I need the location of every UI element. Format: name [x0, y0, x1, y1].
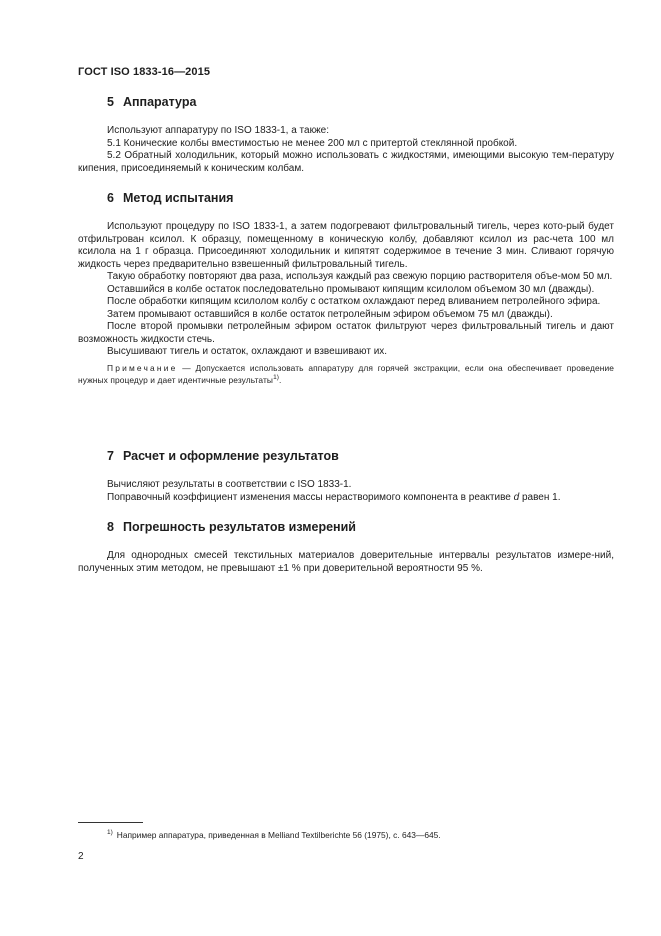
paragraph: Используют аппаратуру по ISO 1833-1, а также:: [107, 125, 329, 136]
paragraph: Используют процедуру по ISO 1833-1, а затем подогревают фильтровальный тигель, через кото-рый будет отфильтрован ксилол. К образцу, помещенному в коническую колбу, добавляют ксилол из рас-чета 100 мл ксилола на 1 г образца. Присоединяют холодильник и кипятят содержимое в течение 3 мин. Сливают горячую жидкость через предварительно взвешенный фильтровальный тигель.: [78, 221, 614, 270]
footnote: [107, 830, 441, 840]
section-6-heading: [107, 191, 233, 205]
footnote-mark: 1): [107, 829, 113, 837]
section-5-title: Аппаратура: [122, 95, 197, 109]
section-8-body: [78, 550, 614, 575]
footnote-divider: [78, 822, 143, 823]
document-header: ГОСТ ISO 1833-16—2015: [78, 66, 211, 78]
section-5-body: [78, 125, 614, 175]
paragraph: Затем промывают оставшийся в колбе остаток петролейным эфиром объемом 75 мл (дважды).: [107, 308, 553, 320]
paragraph: После второй промывки петролейным эфиром остаток фильтруют через фильтровальный тигель и дают возможность жидкости стечь.: [78, 321, 614, 345]
paragraph: Такую обработку повторяют два раза, используя каждый раз свежую порцию растворителя объе-мом 50 мл.: [107, 271, 613, 282]
section-6-number: 6: [107, 191, 114, 205]
section-6-body: [78, 221, 614, 387]
section-7-heading: [107, 449, 339, 463]
page-number: 2: [78, 851, 84, 862]
note-end: .: [279, 375, 282, 385]
paragraph: 5.2 Обратный холодильник, который можно использовать с жидкостями, имеющими высокую тем-пературу кипения, присоединяемый к коническим колбам.: [78, 150, 614, 174]
note-text: — Допускается использовать аппаратуру для горячей экстракции, если она обеспечивает проведение нужных процедур и дает идентичные результаты: [78, 362, 614, 385]
paragraph: Вычисляют результаты в соответствии с ISO 1833-1.: [107, 479, 352, 490]
paragraph: Оставшийся в колбе остаток последовательно промывают кипящим ксилолом объемом 30 мл (дважды).: [107, 283, 595, 295]
paragraph: 5.1 Конические колбы вместимостью не менее 200 мл с притертой стеклянной пробкой.: [107, 137, 518, 149]
section-8-title: Погрешность результатов измерений: [122, 520, 356, 534]
section-5-heading: [107, 95, 196, 109]
section-7-number: 7: [107, 449, 114, 463]
text-run: равен 1.: [519, 491, 561, 503]
paragraph: [78, 492, 614, 505]
paragraph: Для однородных смесей текстильных материалов доверительные интервалы результатов измере-ний, полученных этим методом, не превышают ±1 % при доверительной вероятности 95 %.: [78, 550, 614, 574]
paragraph: Высушивают тигель и остаток, охлаждают и взвешивают их.: [107, 346, 388, 357]
section-8-heading: [107, 520, 356, 534]
section-7-body: [78, 479, 614, 504]
footnote-ref: 1): [273, 374, 280, 382]
note: [78, 362, 614, 387]
text-run: Поправочный коэффициент изменения массы нерастворимого компонента в реактиве: [107, 491, 514, 503]
section-8-number: 8: [107, 520, 114, 534]
note-label: Примечание: [107, 362, 178, 373]
section-7-title: Расчет и оформление результатов: [122, 449, 339, 463]
section-5-number: 5: [107, 95, 114, 109]
footnote-text: Например аппаратура, приведенная в Melliand Textilberichte 56 (1975), с. 643—645.: [116, 830, 441, 840]
section-6-title: Метод испытания: [122, 191, 234, 205]
paragraph: После обработки кипящим ксилолом колбу с остатком охлаждают перед вливанием петролейного эфира.: [107, 296, 601, 307]
variable-d: d: [513, 491, 520, 503]
